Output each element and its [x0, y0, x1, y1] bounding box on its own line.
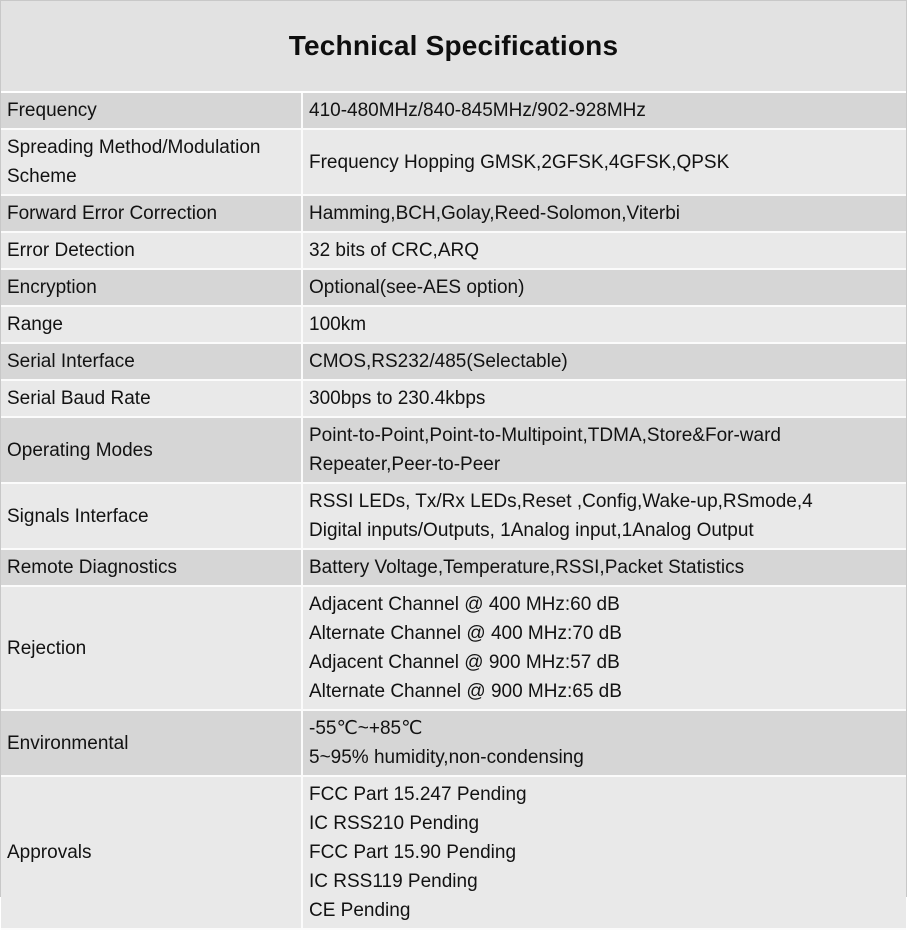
table-row	[1, 129, 906, 195]
spec-value	[302, 549, 906, 586]
table-row	[1, 586, 906, 710]
table-row	[1, 93, 906, 129]
table-row	[1, 232, 906, 269]
table-row	[1, 195, 906, 232]
spec-value-line: IC RSS119 Pending	[309, 871, 478, 892]
spec-value-line: Alternate Channel @ 900 MHz:65 dB	[309, 681, 622, 702]
spec-label: Frequency	[1, 93, 302, 129]
title-bar	[1, 1, 906, 93]
spec-label: Spreading Method/Modulation Scheme	[1, 129, 302, 195]
spec-value-line: RSSI LEDs, Tx/Rx LEDs,Reset ,Config,Wake-up,RSmode,4	[309, 491, 813, 512]
spec-value	[302, 232, 906, 269]
spec-value-line: Repeater,Peer-to-Peer	[309, 454, 501, 475]
spec-value-line: Optional(see-AES option)	[309, 277, 525, 298]
spec-value	[302, 586, 906, 710]
spec-label: Approvals	[1, 776, 302, 929]
table-row	[1, 343, 906, 380]
spec-value-line: IC RSS210 Pending	[309, 813, 480, 834]
spec-label: Signals Interface	[1, 483, 302, 549]
spec-value-line: 100km	[309, 314, 367, 335]
spec-label: Serial Interface	[1, 343, 302, 380]
spec-value	[302, 776, 906, 929]
spec-value-line: 32 bits of CRC,ARQ	[309, 240, 479, 261]
spec-value	[302, 380, 906, 417]
table-row	[1, 549, 906, 586]
spec-label: Operating Modes	[1, 417, 302, 483]
table-row	[1, 306, 906, 343]
spec-value-line: Frequency Hopping GMSK,2GFSK,4GFSK,QPSK	[309, 151, 730, 173]
spec-table-body	[1, 93, 906, 929]
spec-value-line: Adjacent Channel @ 400 MHz:60 dB	[309, 594, 620, 615]
spec-label: Rejection	[1, 586, 302, 710]
spec-table	[1, 93, 906, 930]
spec-value-line: Hamming,BCH,Golay,Reed-Solomon,Viterbi	[309, 203, 681, 224]
spec-value	[302, 129, 906, 195]
spec-value-line: 5~95% humidity,non-condensing	[309, 747, 584, 768]
table-row	[1, 710, 906, 776]
table-row	[1, 417, 906, 483]
table-row	[1, 483, 906, 549]
page-title: Technical Specifications	[288, 30, 619, 61]
spec-value	[302, 343, 906, 380]
table-row	[1, 380, 906, 417]
spec-value-line: FCC Part 15.247 Pending	[309, 784, 527, 805]
spec-label: Environmental	[1, 710, 302, 776]
spec-value-line: Battery Voltage,Temperature,RSSI,Packet Statistics	[309, 557, 745, 578]
spec-value	[302, 306, 906, 343]
spec-value-line: Point-to-Point,Point-to-Multipoint,TDMA,Store&For-ward	[309, 425, 781, 446]
spec-label: Range	[1, 306, 302, 343]
spec-label: Error Detection	[1, 232, 302, 269]
table-row	[1, 269, 906, 306]
spec-value	[302, 93, 906, 129]
spec-value-line: FCC Part 15.90 Pending	[309, 842, 517, 863]
spec-label: Remote Diagnostics	[1, 549, 302, 586]
spec-value-line: Adjacent Channel @ 900 MHz:57 dB	[309, 652, 620, 673]
table-row	[1, 776, 906, 929]
spec-value-line: -55℃~+85℃	[309, 718, 423, 739]
spec-value-line: CMOS,RS232/485(Selectable)	[309, 351, 568, 372]
spec-value-line: CE Pending	[309, 900, 411, 921]
spec-value	[302, 417, 906, 483]
spec-value	[302, 483, 906, 549]
spec-value-line: Digital inputs/Outputs, 1Analog input,1Analog Output	[309, 520, 754, 541]
spec-value	[302, 269, 906, 306]
spec-label: Encryption	[1, 269, 302, 306]
spec-value-line: Alternate Channel @ 400 MHz:70 dB	[309, 623, 622, 644]
spec-value	[302, 710, 906, 776]
spec-value-line: 410-480MHz/840-845MHz/902-928MHz	[309, 100, 646, 121]
spec-value	[302, 195, 906, 232]
spec-label: Forward Error Correction	[1, 195, 302, 232]
spec-label: Serial Baud Rate	[1, 380, 302, 417]
spec-value-line: 300bps to 230.4kbps	[309, 388, 486, 409]
